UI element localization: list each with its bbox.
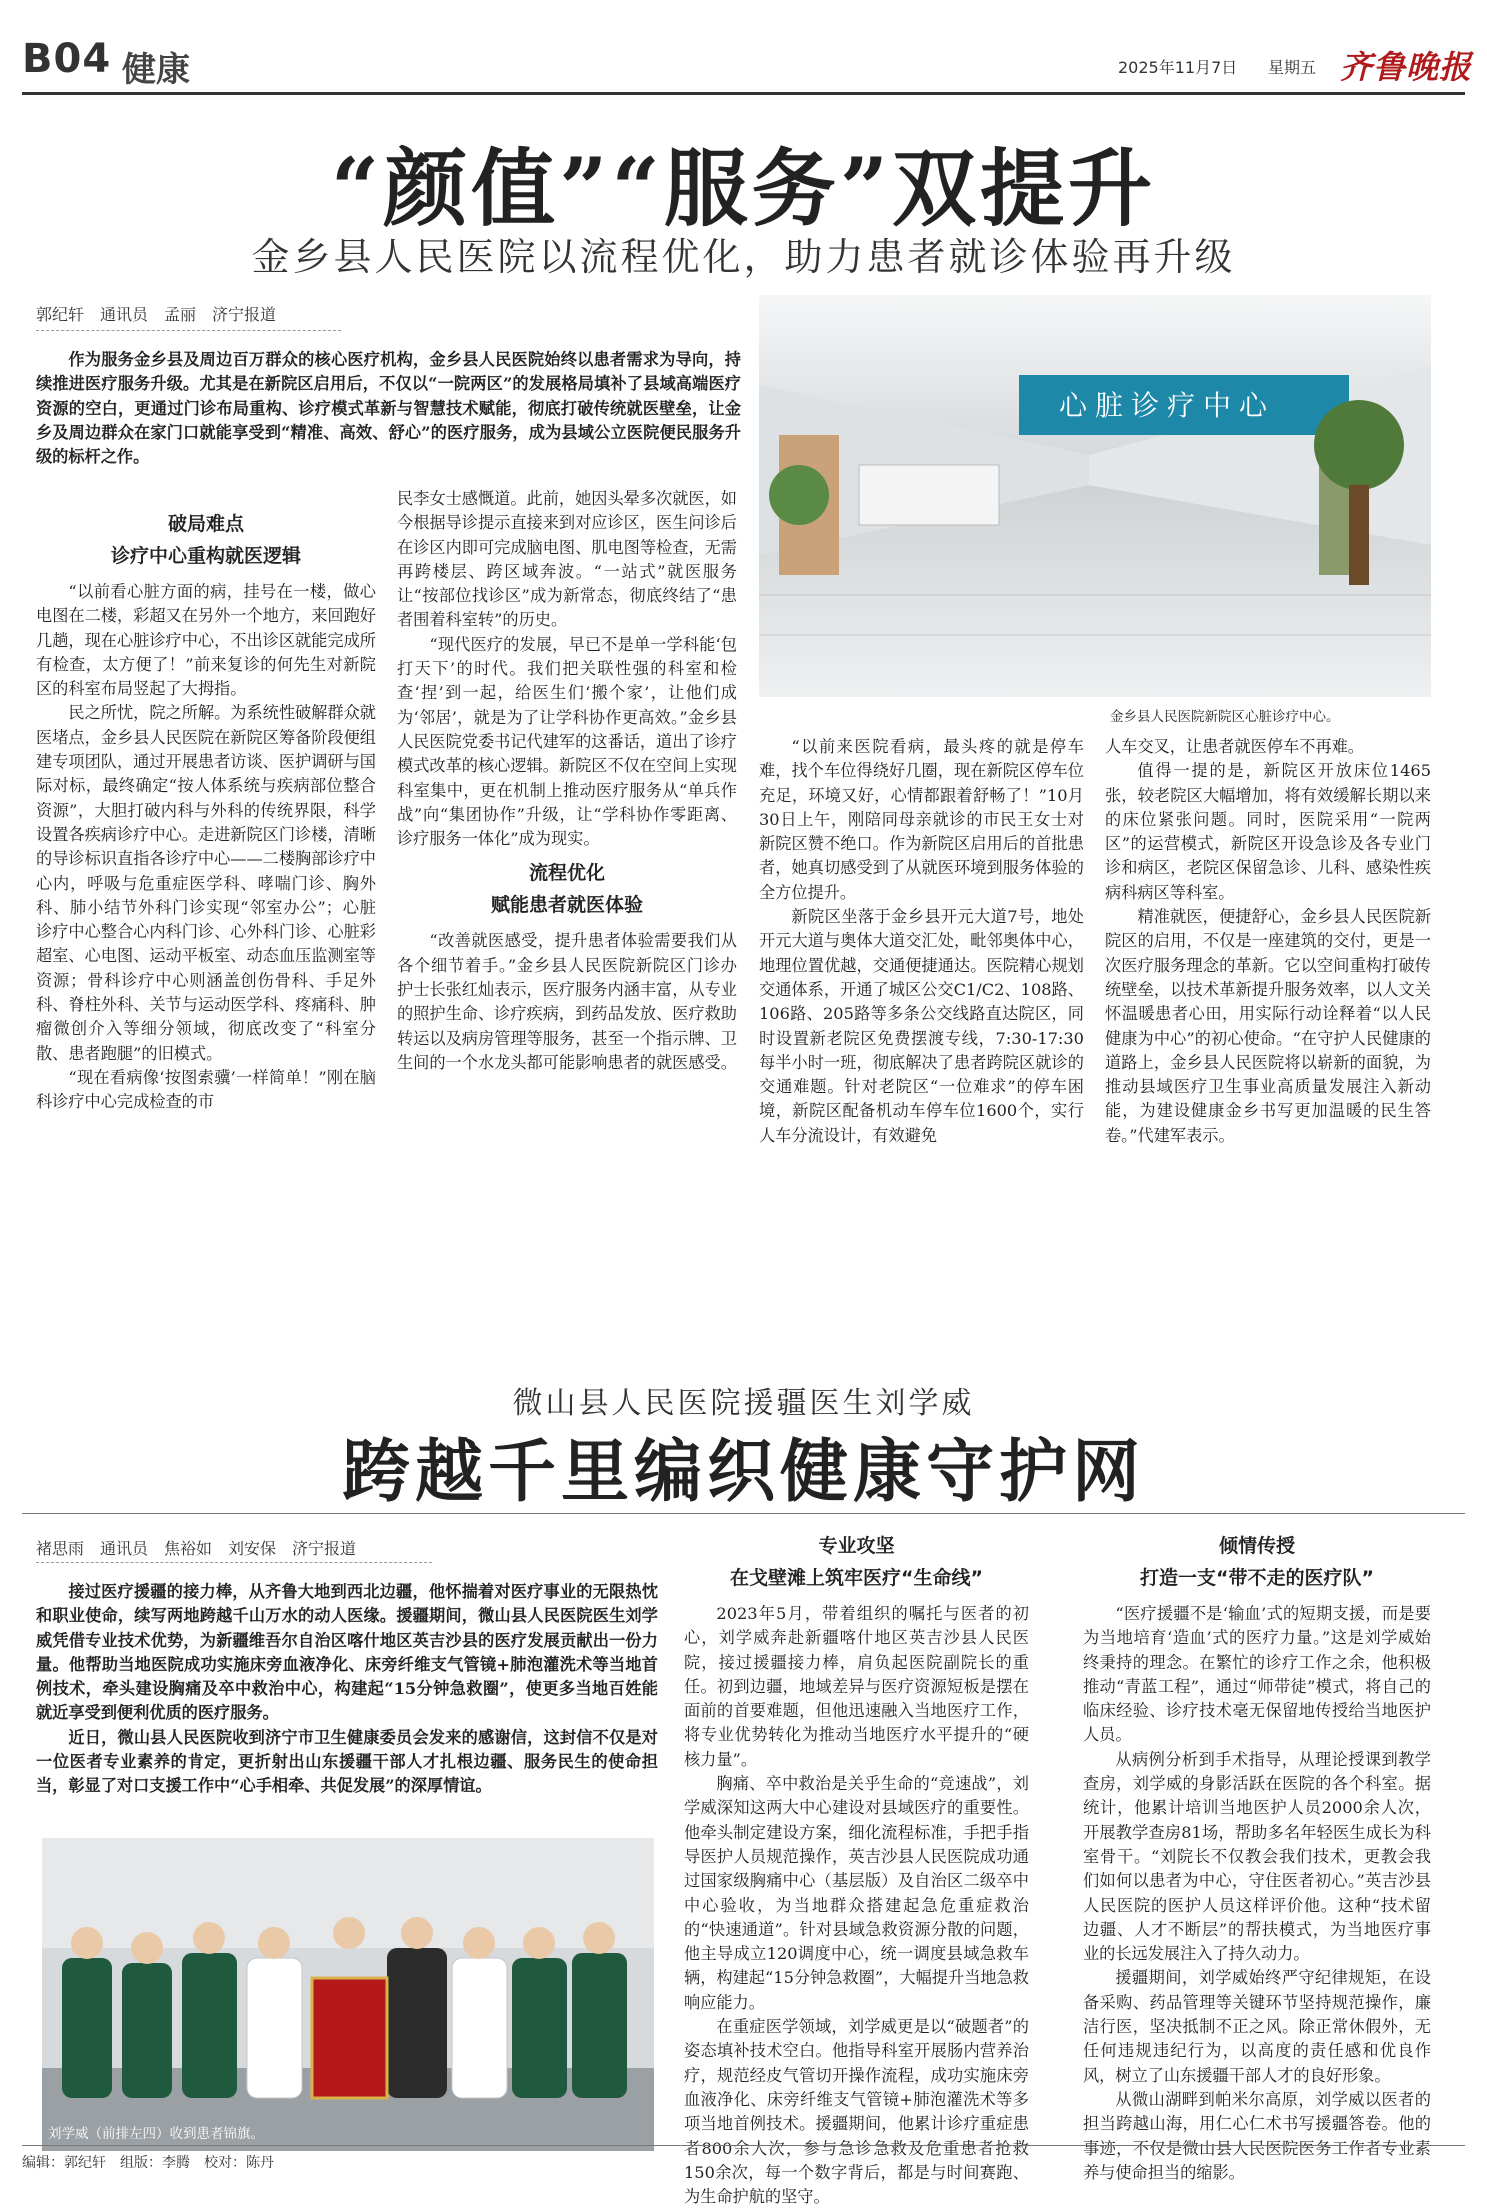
a2-section2-heading-line1: 倾情传授 bbox=[1218, 1535, 1295, 1557]
paragraph: “现代医疗的发展，早已不是单一学科能‘包打天下’的时代。我们把关联性强的科室和检查‘捏’到一起，给医生们‘搬个家’，让他们成为‘邻居’，就是为了让学科协作更高效。”金乡县人民医院党委书记代建军的这番话，道出了诊疗模式改革的核心逻辑。新院区不仅在空间上实现科室集中，更在机制上推动医疗服务从“单兵作战”向“集团协作”升级，让“学科协作零距离、诊疗服务一体化”成为现实。 bbox=[397, 634, 737, 849]
paragraph: 援疆期间，刘学威始终严守纪律规矩，在设备采购、药品管理等关键环节坚持规范操作，廉洁行医，坚决抵制不正之风。除正常休假外，无任何违规违纪行为，以高度的责任感和优良作风，树立了山东援疆干部人才的良好形象。 bbox=[1083, 1968, 1431, 2085]
paragraph: “医疗援疆不是‘输血’式的短期支援，而是要为当地培育‘造血’式的医疗力量。”这是刘学威始终秉持的理念。在繁忙的诊疗工作之余，他积极推动“青蓝工程”，通过“师带徒”模式，将自己的临床经验、诊疗技术毫无保留地传授给当地医护人员。 bbox=[1083, 1604, 1431, 1745]
article1-title: “颜值”“服务”双提升 bbox=[330, 139, 1157, 238]
article1-byline: 郭纪轩 通讯员 孟丽 济宁报道 bbox=[36, 305, 277, 324]
paragraph: 从病例分析到手术指导，从理论授课到教学查房，刘学威的身影活跃在医院的各个科室。据统计，他累计培训当地医护人员2000余人次，开展教学查房81场，帮助多名年轻医生成长为科室骨干。“刘院长不仅教会我们技术，更教会我们如何以患者为中心，守住医者初心。”英吉沙县人民医院的医护人员这样评价他。这种“技术留边疆、人才不断层”的帮扶模式，为当地医疗事业的长远发展注入了持久动力。 bbox=[1083, 1749, 1431, 1964]
article1-col4 bbox=[1105, 735, 1431, 1148]
paragraph: 人车交叉，让患者就医停车不再难。 bbox=[1105, 737, 1364, 756]
paragraph: 精准就医，便捷舒心，金乡县人民医院新院区的启用，不仅是一座建筑的交付，更是一次医疗服务理念的革新。它以空间重构打破传统壁垒，以技术革新提升服务效率，以人文关怀温暖患者心田，用实际行动诠释着“以人民健康为中心”的初心使命。“在守护人民健康的道路上，金乡县人民医院将以崭新的面貌，为推动县域医疗卫生事业高质量发展注入新动能，为建设健康金乡书写更加温暖的民生答卷。”代建军表示。 bbox=[1105, 907, 1431, 1145]
paragraph: “以前来医院看病，最头疼的就是停车难，找个车位得绕好几圈，现在新院区停车位充足，环境又好，心情都跟着舒畅了！”10月30日上午，刚陪同母亲就诊的市民王女士对新院区赞不绝口。作为新院区启用后的首批患者，她真切感受到了从就医环境到服务体验的全方位提升。 bbox=[759, 737, 1084, 902]
page-footer: 编辑：郭纪轩 组版：李腾 校对：陈丹 bbox=[22, 2155, 274, 2171]
paragraph: 从微山湖畔到帕米尔高原，刘学威以医者的担当跨越山海，用仁心仁术书写援疆答卷。他的事迹，不仅是微山县人民医院医务工作者专业素养与使命担当的缩影。 bbox=[1083, 2089, 1431, 2182]
hall-photo-caption: 金乡县人民医院新院区心脏诊疗中心。 bbox=[1110, 709, 1340, 725]
paragraph: 2023年5月，带着组织的嘱托与医者的初心，刘学威奔赴新疆喀什地区英吉沙县人民医院，接过援疆接力棒，肩负起医院副院长的重任。初到边疆，地域差异与医疗资源短板是摆在面前的首要难题，但他迅速融入当地医疗工作，将专业优势转化为推动当地医疗水平提升的“硬核力量”。 bbox=[684, 1604, 1029, 1769]
article1-col1 bbox=[36, 508, 376, 1115]
article1-col3 bbox=[759, 735, 1084, 1148]
header-rule bbox=[22, 92, 1465, 95]
a2-section1-heading-line2: 在戈壁滩上筑牢医疗“生命线” bbox=[730, 1567, 983, 1589]
section1-heading-line2: 诊疗中心重构就医逻辑 bbox=[110, 545, 301, 567]
article1-col2 bbox=[397, 487, 737, 1075]
section2-heading-line2: 赋能患者就医体验 bbox=[490, 894, 643, 917]
newspaper-logo: 齐鲁晚报 bbox=[1340, 48, 1473, 86]
page-code: B04 bbox=[22, 36, 112, 82]
byline-rule bbox=[36, 330, 341, 331]
article2-byline: 褚思雨 通讯员 焦裕如 刘安保 济宁报道 bbox=[36, 1539, 357, 1558]
article2-col2 bbox=[684, 1530, 1029, 2209]
a2-section1-heading-line1: 专业攻坚 bbox=[818, 1535, 895, 1557]
hall-photo-drawing bbox=[759, 295, 1431, 697]
article2-col3 bbox=[1083, 1530, 1431, 2185]
footer-rule bbox=[22, 2145, 1465, 2146]
paragraph: “改善就医感受，提升患者体验需要我们从各个细节着手。”金乡县人民医院新院区门诊办护士长张红灿表示，医疗服务内涵丰富，从专业的照护生命、诊疗疾病，到药品发放、医疗救助转运以及病房管理等服务，甚至一个指示牌、卫生间的一个水龙头都可能影响患者的就医感受。 bbox=[397, 931, 737, 1072]
lead-paragraph: 接过医疗援疆的接力棒，从齐鲁大地到西北边疆，他怀揣着对医疗事业的无限热忱和职业使命，续写两地跨越千山万水的动人医缘。援疆期间，微山县人民医院医生刘学威凭借专业技术优势，为新疆维吾尔自治区喀什地区英吉沙县的医疗发展贡献出一份力量。他帮助当地医院成功实施床旁血液净化、床旁纤维支气管镜+肺泡灌洗术等当地首例技术，牵头建设胸痛及卒中救治中心，构建起“15分钟急救圈”，使更多当地百姓能就近享受到便利优质的医疗服务。 bbox=[36, 1582, 658, 1723]
issue-weekday: 星期五 bbox=[1268, 58, 1317, 77]
paragraph: 值得一提的是，新院区开放床位1465张，较老院区大幅增加，将有效缓解长期以来的床位紧张问题。同时，医院采用“一院两区”的运营模式，新院区开设急诊及各专业门诊和病区，老院区保留急诊、儿科、感染性疾病科病区等科室。 bbox=[1105, 761, 1431, 902]
article1-subtitle: 金乡县人民医院以流程优化，助力患者就诊体验再升级 bbox=[251, 235, 1236, 279]
paragraph: 在重症医学领域，刘学威更是以“破题者”的姿态填补技术空白。他指导科室开展肠内营养治疗，规范经皮气管切开操作流程，成功实施床旁血液净化、床旁纤维支气管镜+肺泡灌洗术等多项当地首例技术。援疆期间，他累计诊疗重症患者800余人次，参与急诊急救及危重患者抢救150余次，每一个数字背后，都是与时间赛跑、为生命护航的坚守。 bbox=[684, 2017, 1029, 2207]
section-name: 健康 bbox=[122, 50, 190, 90]
section1-heading-line1: 破局难点 bbox=[167, 513, 244, 535]
team-photo-caption: 刘学威（前排左四）收到患者锦旗。 bbox=[48, 2126, 264, 2142]
paragraph: “以前看心脏方面的病，挂号在一楼，做心电图在二楼，彩超又在另外一个地方，来回跑好几趟，现在心脏诊疗中心，不出诊区就能完成所有检查，太方便了！”前来复诊的何先生对新院区的科室布局竖起了大拇指。 bbox=[36, 582, 376, 699]
hall-photo bbox=[759, 295, 1431, 697]
team-photo-drawing bbox=[42, 1838, 654, 2151]
paragraph: 新院区坐落于金乡县开元大道7号，地处开元大道与奥体大道交汇处，毗邻奥体中心，地理位置优越，交通便捷通达。医院精心规划交通体系，开通了城区公交C1/C2、108路、106路、205路等多条公交线路直达院区，同时设置新老院区免费摆渡专线，7:30-17:30每半小时一班，彻底解决了患者跨院区就诊的交通难题。针对老院区“一位难求”的停车困境，新院区配备机动车停车位1600个，实行人车分流设计，有效避免 bbox=[759, 907, 1084, 1145]
article1-lead bbox=[36, 348, 741, 469]
issue-date: 2025年11月7日 bbox=[1118, 58, 1238, 77]
hall-sign-text: 心脏诊疗中心 bbox=[1059, 389, 1276, 422]
article2-title: 跨越千里编织健康守护网 bbox=[341, 1432, 1145, 1512]
paragraph: 民李女士感慨道。此前，她因头晕多次就医，如今根据导诊提示直接来到对应诊区，医生问诊后在诊区内即可完成脑电图、肌电图等检查，无需再跨楼层、跨区域奔波。“一站式”就医服务让“按部位找诊区”成为新常态，彻底终结了“患者围着科室转”的历史。 bbox=[397, 489, 737, 630]
paragraph: 胸痛、卒中救治是关乎生命的“竞速战”，刘学威深知这两大中心建设对县域医疗的重要性。他牵头制定建设方案，细化流程标准，手把手指导医护人员规范操作，英吉沙县人民医院成功通过国家级胸痛中心（基层版）及自治区二级卒中中心验收，为当地群众搭建起急危重症救治的“快速通道”。针对县域急救资源分散的问题，他主导成立120调度中心，统一调度县域急救车辆，构建起“15分钟急救圈”，大幅提升当地急救响应能力。 bbox=[684, 1774, 1029, 2012]
article2-lead bbox=[36, 1580, 658, 1799]
paragraph: “现在看病像‘按图索骥’一样简单！”刚在脑科诊疗中心完成检查的市 bbox=[36, 1067, 376, 1112]
article2-kicker: 微山县人民医院援疆医生刘学威 bbox=[512, 1386, 975, 1421]
lead-paragraph: 作为服务金乡县及周边百万群众的核心医疗机构，金乡县人民医院始终以患者需求为导向，持续推进医疗服务升级。尤其是在新院区启用后，不仅以“一院两区”的发展格局填补了县域高端医疗资源的空白，更通过门诊布局重构、诊疗模式革新与智慧技术赋能，彻底打破传统就医壁垒，让金乡及周边群众在家门口就能享受到“精准、高效、舒心”的医疗服务，成为县域公立医院便民服务升级的标杆之作。 bbox=[36, 350, 741, 467]
a2-section2-heading-line2: 打造一支“带不走的医疗队” bbox=[1140, 1567, 1374, 1589]
section2-heading-line1: 流程优化 bbox=[528, 862, 605, 885]
byline-rule bbox=[36, 1562, 432, 1563]
lead-paragraph: 近日，微山县人民医院收到济宁市卫生健康委员会发来的感谢信，这封信不仅是对一位医者专业素养的肯定，更折射出山东援疆干部人才扎根边疆、服务民生的使命担当，彰显了对口支援工作中“心手相牵、共促发展”的深厚情谊。 bbox=[36, 1727, 658, 1796]
team-photo bbox=[42, 1838, 654, 2151]
article-divider bbox=[22, 1513, 1465, 1514]
paragraph: 民之所忧，院之所解。为系统性破解群众就医堵点，金乡县人民医院在新院区筹备阶段便组建专项团队，通过开展患者访谈、医护调研与国际对标，最终确定“按人体系统与疾病部位整合资源”，大胆打破内科与外科的传统界限，科学设置各疾病诊疗中心。走进新院区门诊楼，清晰的导诊标识直指各诊疗中心——二楼胸部诊疗中心内，呼吸与危重症医学科、哮喘门诊、胸外科、肺小结节外科门诊实现“邻室办公”；心脏诊疗中心整合心内科门诊、心外科门诊、心脏彩超室、心电图、运动平板室、动态血压监测室等资源；骨科诊疗中心则涵盖创伤骨科、手足外科、脊柱外科、关节与运动医学科、疼痛科、肿瘤微创介入等细分领域，彻底改变了“科室分散、患者跑腿”的旧模式。 bbox=[36, 703, 376, 1063]
